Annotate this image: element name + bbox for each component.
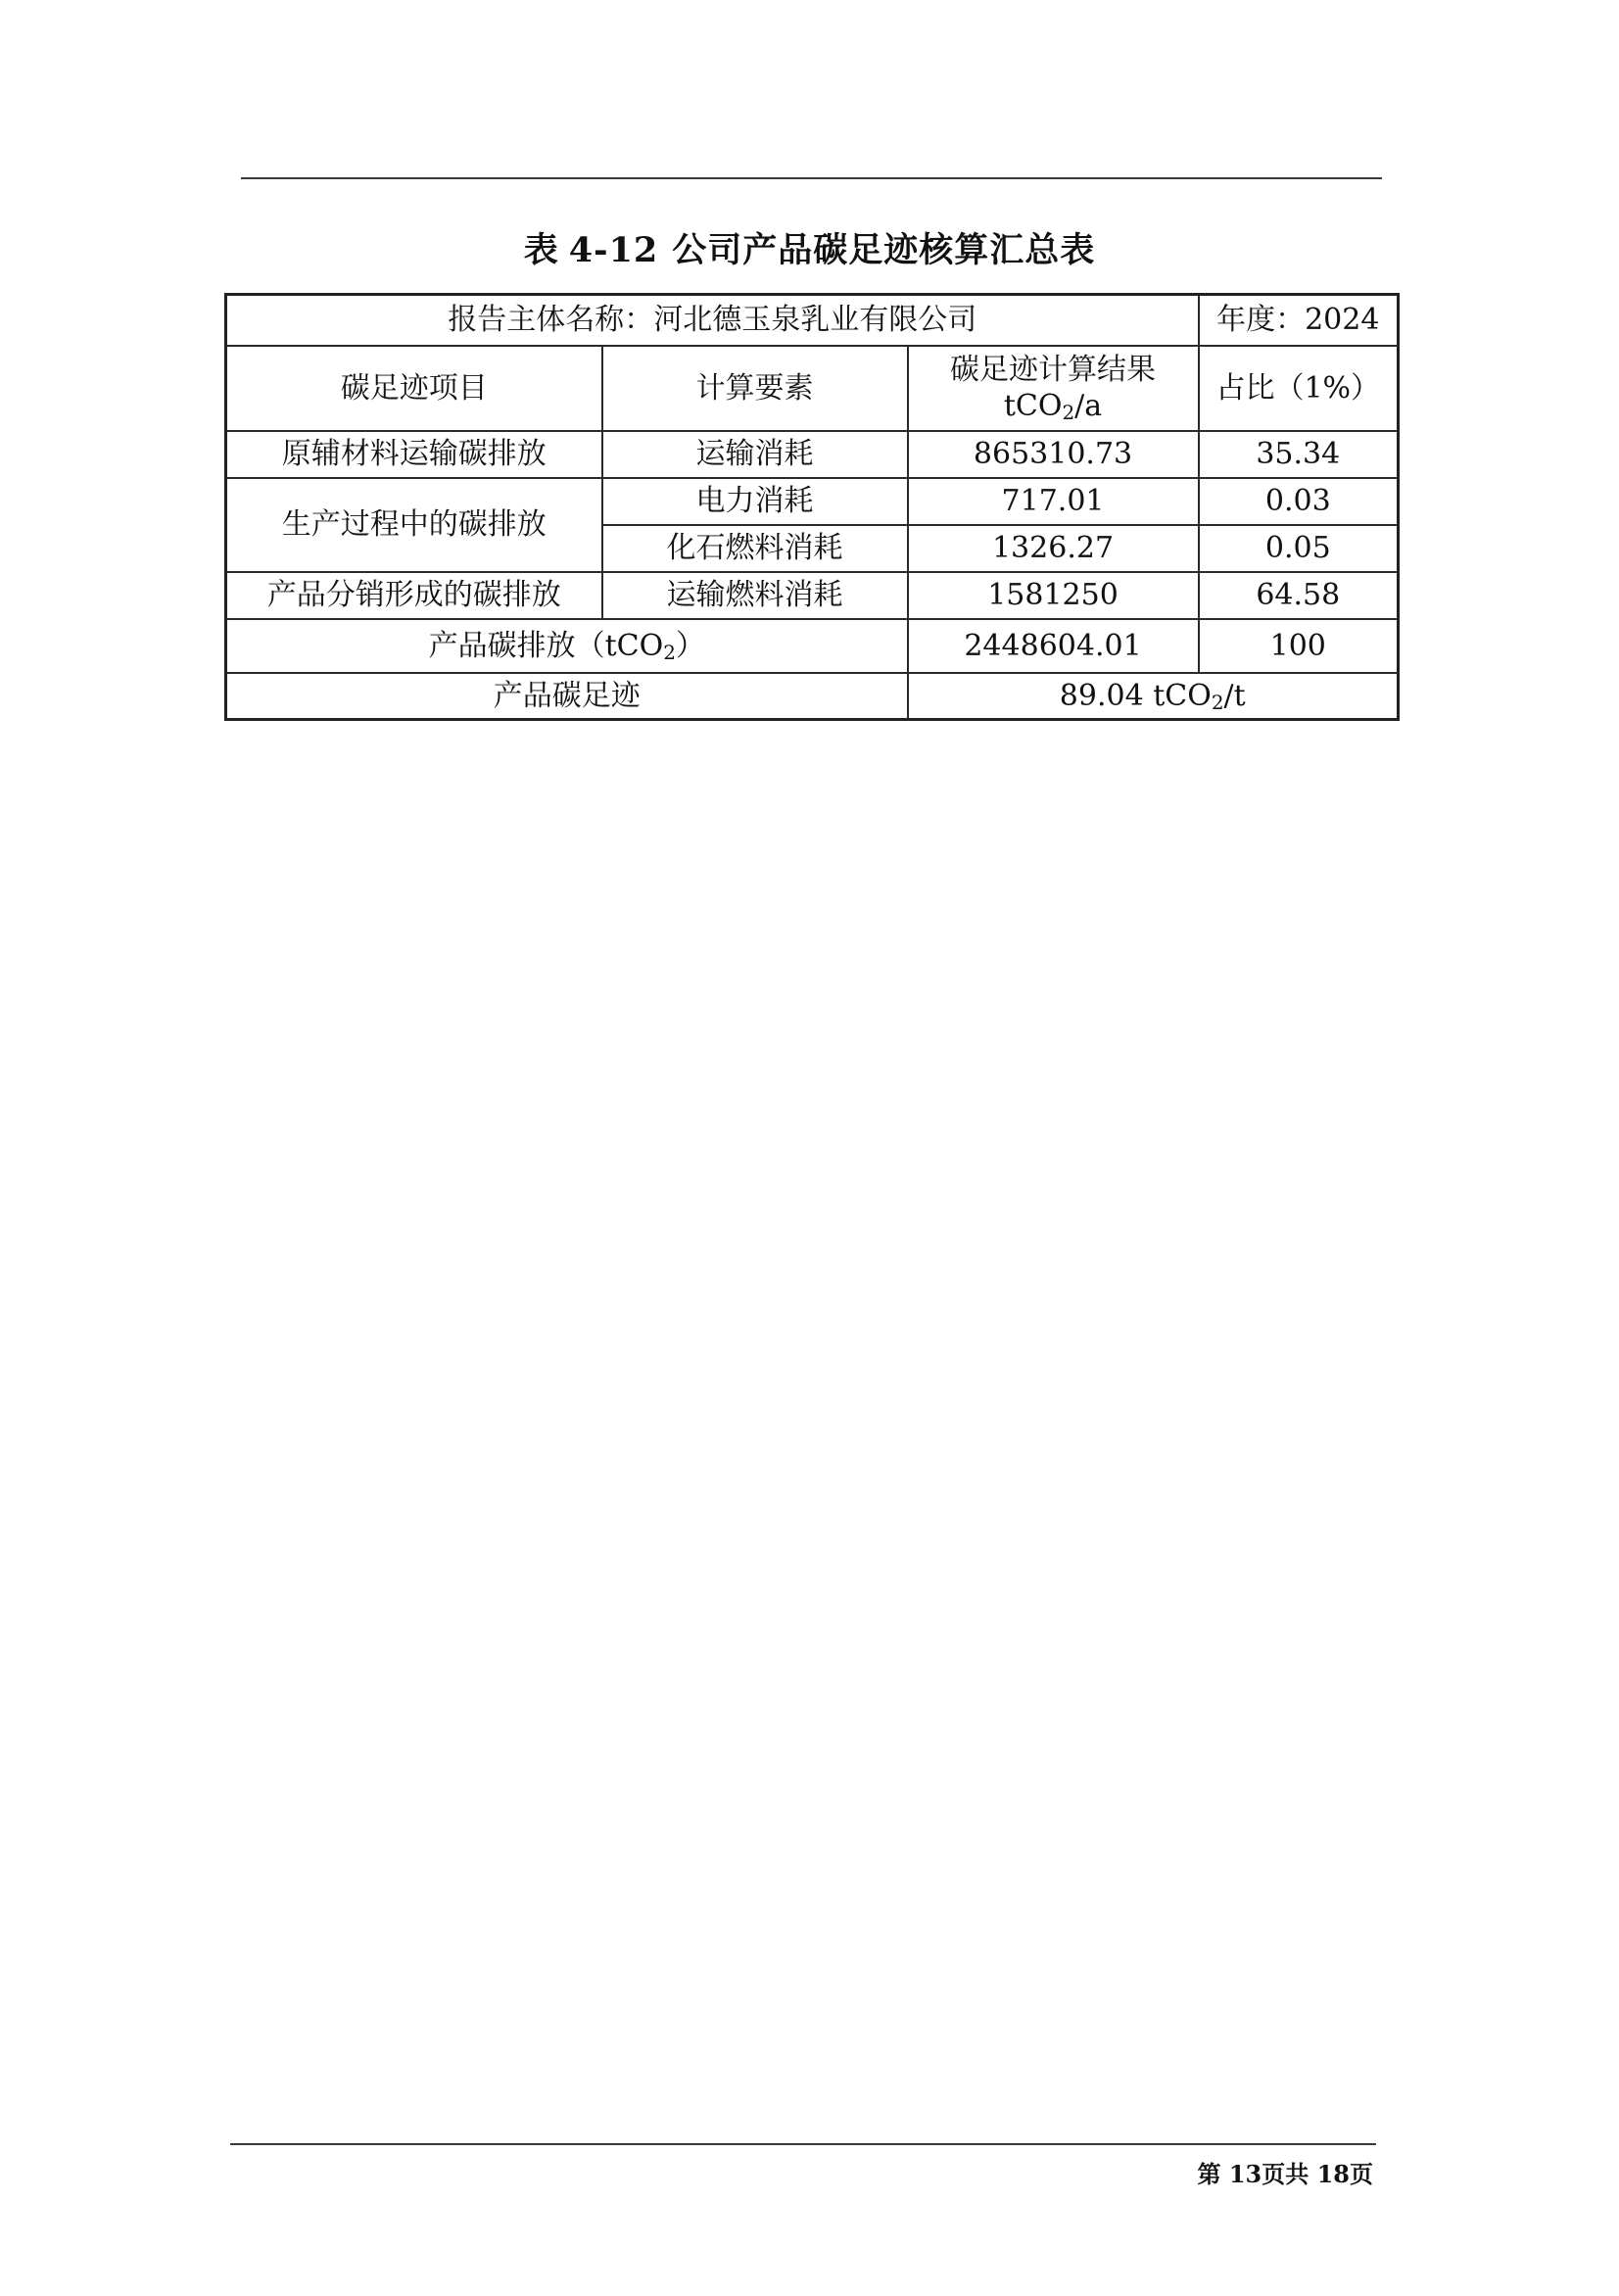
entity-name-cell [226,295,1199,347]
column-header-element: 计算要素 [602,346,908,431]
year-value: 2024 [1305,303,1380,338]
footprint-value-subscript: 2 [1211,690,1224,714]
footprint-value-suffix: /t [1223,678,1246,713]
footprint-label: 产品碳足迹 [226,673,908,720]
total-label [226,619,908,673]
entity-label: 报告主体名称： [448,303,654,338]
row-item: 产品分销形成的碳排放 [226,572,602,619]
column-header-item: 碳足迹项目 [226,346,602,431]
row-share: 0.03 [1199,478,1399,525]
row-item: 原辅材料运输碳排放 [226,431,602,478]
total-label-text: 产品碳排放（tCO [428,628,664,663]
total-share: 100 [1199,619,1399,673]
table-row [226,478,1399,525]
table-title-number: 4-12 [568,230,659,270]
table-title [0,223,1619,272]
entity-name: 河北德玉泉乳业有限公司 [653,303,977,338]
row-result: 865310.73 [908,431,1199,478]
footprint-value-text: 89.04 tCO [1059,678,1212,713]
table-row [226,431,1399,478]
result-unit-suffix: /a [1074,389,1103,424]
header-rule [241,177,1382,179]
footprint-value [908,673,1399,720]
carbon-footprint-summary-table [224,293,1400,721]
column-header-result [908,346,1199,431]
table-title-text: 公司产品碳足迹核算汇总表 [672,230,1096,270]
row-element: 化石燃料消耗 [602,525,908,572]
total-result: 2448604.01 [908,619,1199,673]
year-cell [1199,295,1399,347]
row-share: 0.05 [1199,525,1399,572]
result-unit-subscript: 2 [1062,401,1075,425]
year-label: 年度： [1216,303,1306,338]
row-element: 运输消耗 [602,431,908,478]
result-unit-text: tCO [1003,389,1063,424]
footprint-row [226,673,1399,720]
table-title-prefix: 表 [523,230,559,270]
column-header-share: 占比（1%） [1199,346,1399,431]
footer-rule [230,2143,1376,2145]
table-header-row [226,295,1399,347]
total-row [226,619,1399,673]
column-header-row [226,346,1399,431]
column-header-result-unit [1004,389,1102,423]
column-header-result-title: 碳足迹计算结果 [950,352,1156,387]
row-result: 1326.27 [908,525,1199,572]
row-element: 运输燃料消耗 [602,572,908,619]
total-label-subscript: 2 [663,640,676,664]
table-row [226,572,1399,619]
row-share: 35.34 [1199,431,1399,478]
row-item: 生产过程中的碳排放 [226,478,602,572]
row-result: 1581250 [908,572,1199,619]
row-element: 电力消耗 [602,478,908,525]
total-label-suffix: ） [675,628,705,663]
page-number: 第 13页共 18页 [1197,2160,1373,2188]
row-result: 717.01 [908,478,1199,525]
row-share: 64.58 [1199,572,1399,619]
